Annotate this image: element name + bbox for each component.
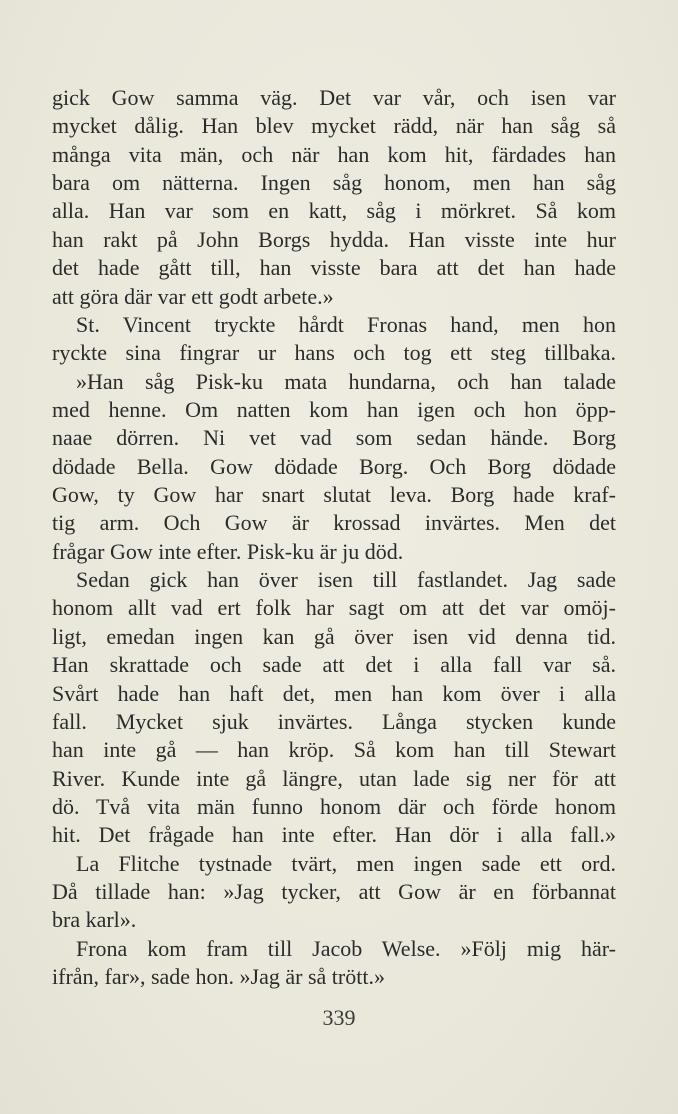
text-line: bara om nätterna. Ingen såg honom, men han såg bbox=[52, 170, 616, 196]
text-line: Då tillade han: »Jag tycker, att Gow är en förbannat bbox=[52, 879, 616, 905]
text-line: naae dörren. Ni vet vad som sedan hände. Borg bbox=[52, 425, 616, 451]
text-line: ligt, emedan ingen kan gå över isen vid denna tid. bbox=[52, 623, 616, 649]
text-line: bra karl». bbox=[52, 907, 137, 933]
text-line: St. Vincent tryckte hårdt Fronas hand, men hon bbox=[76, 311, 616, 337]
text-line: Han skrattade och sade att det i alla fall var så. bbox=[52, 652, 616, 678]
text-line: han inte gå — han kröp. Så kom han till Stewart bbox=[52, 737, 616, 763]
text-line: han rakt på John Borgs hydda. Han visste inte hur bbox=[52, 226, 616, 252]
text-line: dödade Bella. Gow dödade Borg. Och Borg dödade bbox=[52, 453, 616, 479]
text-line: Svårt hade han haft det, men han kom över i alla bbox=[52, 680, 616, 706]
text-line: frågar Gow inte efter. Pisk-ku är ju död. bbox=[52, 538, 404, 564]
text-line: mycket dålig. Han blev mycket rädd, när han såg så bbox=[52, 113, 616, 139]
text-line: Sedan gick han över isen till fastlandet. Jag sade bbox=[76, 567, 616, 593]
text-line: fall. Mycket sjuk invärtes. Långa stycken kunde bbox=[52, 708, 616, 734]
body-text bbox=[52, 84, 616, 992]
text-line: med henne. Om natten kom han igen och hon öpp- bbox=[52, 396, 616, 422]
text-line: »Han såg Pisk-ku mata hundarna, och han talade bbox=[76, 368, 616, 394]
page-number: 339 bbox=[322, 1005, 356, 1030]
text-line: dö. Två vita män funno honom där och förde honom bbox=[52, 793, 616, 819]
text-line: det hade gått till, han visste bara att det han hade bbox=[52, 255, 616, 281]
text-line: många vita män, och när han kom hit, färdades han bbox=[52, 141, 616, 167]
text-line: ifrån, far», sade hon. »Jag är så trött.» bbox=[52, 964, 385, 990]
text-line: Frona kom fram till Jacob Welse. »Följ mig här- bbox=[76, 935, 616, 961]
text-line: att göra där var ett godt arbete.» bbox=[52, 283, 334, 309]
text-line: gick Gow samma väg. Det var vår, och isen var bbox=[52, 85, 616, 110]
text-line: ryckte sina fingrar ur hans och tog ett steg tillbaka. bbox=[52, 340, 616, 366]
text-line: alla. Han var som en katt, såg i mörkret. Så kom bbox=[52, 198, 616, 224]
text-line: tig arm. Och Gow är krossad invärtes. Men det bbox=[52, 510, 616, 536]
text-line: La Flitche tystnade tvärt, men ingen sade ett ord. bbox=[76, 850, 616, 876]
text-line: River. Kunde inte gå längre, utan lade sig ner för att bbox=[52, 765, 616, 791]
text-line: Gow, ty Gow har snart slutat leva. Borg hade kraf- bbox=[52, 482, 616, 508]
text-line: hit. Det frågade han inte efter. Han dör i alla fall.» bbox=[52, 822, 616, 848]
text-line: honom allt vad ert folk har sagt om att det var omöj- bbox=[52, 595, 616, 621]
